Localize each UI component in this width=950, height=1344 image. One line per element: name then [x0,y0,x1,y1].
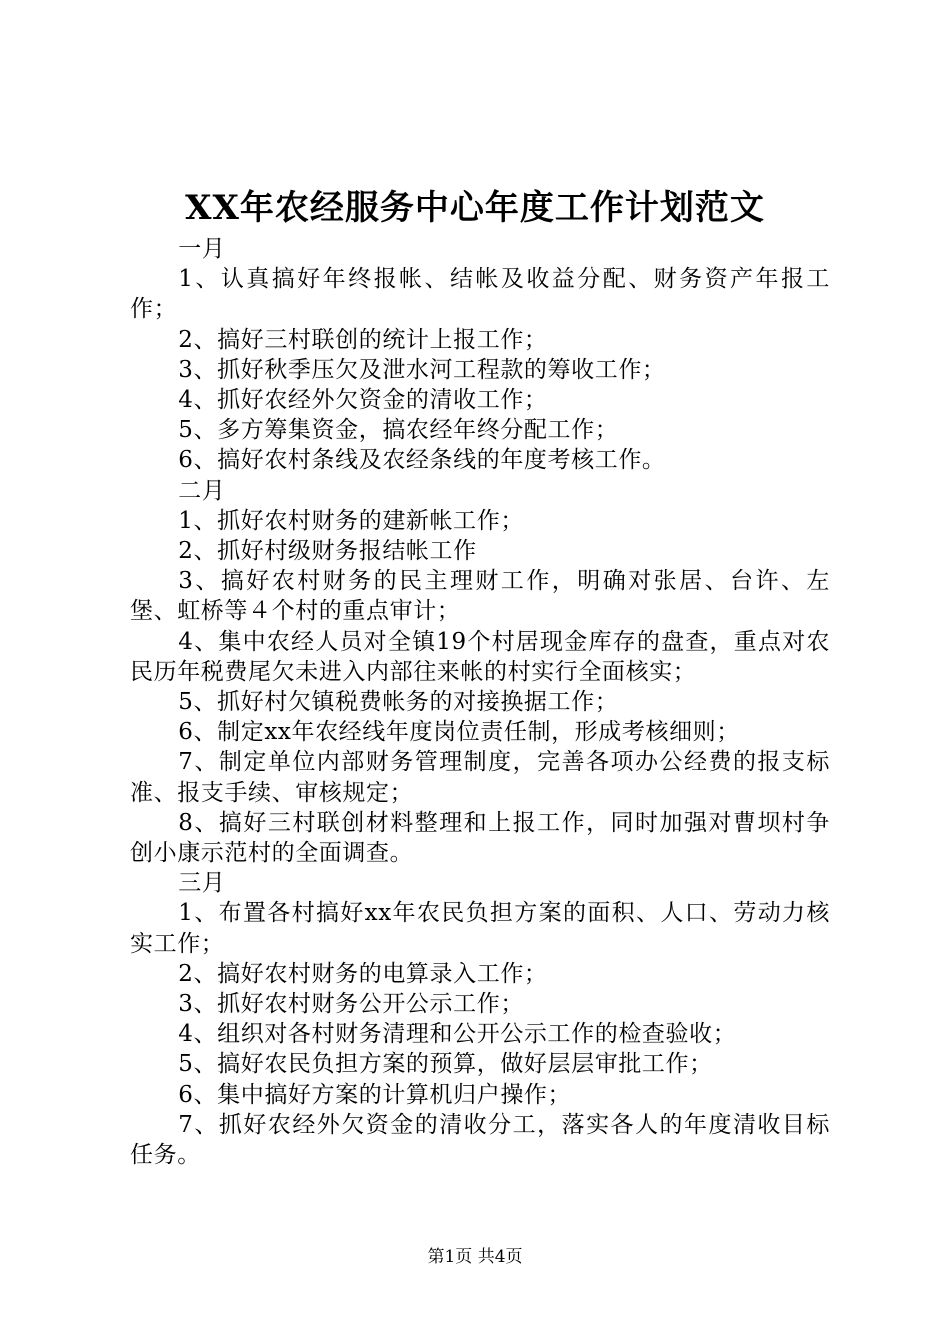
list-item: 4、抓好农经外欠资金的清收工作； [178,387,548,414]
list-item: 5、搞好农民负担方案的预算，做好层层审批工作； [178,1051,713,1078]
list-item: 5、抓好村欠镇税费帐务的对接换据工作； [178,689,619,716]
list-item: 3、抓好秋季压欠及泄水河工程款的筹收工作； [178,356,666,383]
section-heading: 三月 [178,870,226,897]
document-title: XX年农经服务中心年度工作计划范文 [185,188,765,228]
list-item: 6、集中搞好方案的计算机归户操作； [178,1081,572,1108]
list-item: 1、布置各村搞好xx年农民负担方案的面积、人口、劳动力核实工作； [130,900,830,957]
page-footer: 第1页 共4页 [427,1247,523,1267]
list-item: 6、制定xx年农经线年度岗位责任制，形成考核细则； [178,719,740,746]
list-item: 5、多方筹集资金，搞农经年终分配工作； [178,417,619,444]
document-body [130,234,830,1170]
list-item: 4、集中农经人员对全镇19个村居现金库存的盘查，重点对农民历年税费尾欠未进入内部往来帐的村实行全面核实； [130,628,830,685]
list-item: 7、制定单位内部财务管理制度，完善各项办公经费的报支标准、报支手续、审核规定； [130,749,830,806]
list-item: 2、抓好村级财务报结帐工作 [178,538,477,565]
section-heading: 二月 [178,477,226,504]
list-item: 8、搞好三村联创材料整理和上报工作，同时加强对曹坝村争创小康示范村的全面调查。 [130,809,830,867]
list-item: 3、抓好农村财务公开公示工作； [178,991,524,1018]
list-item: 4、组织对各村财务清理和公开公示工作的检查验收； [178,1021,737,1048]
list-item: 7、抓好农经外欠资金的清收分工，落实各人的年度清收目标任务。 [130,1111,830,1169]
list-item: 1、认真搞好年终报帐、结帐及收益分配、财务资产年报工作； [130,266,830,323]
list-item: 6、搞好农村条线及农经条线的年度考核工作。 [178,447,666,474]
section-heading: 一月 [178,236,226,262]
list-item: 2、搞好农村财务的电算录入工作； [178,960,548,987]
list-item: 3、搞好农村财务的民主理财工作，明确对张居、台许、左堡、虹桥等４个村的重点审计； [130,568,830,625]
list-item: 2、搞好三村联创的统计上报工作； [178,326,548,353]
list-item: 1、抓好农村财务的建新帐工作； [178,507,524,534]
